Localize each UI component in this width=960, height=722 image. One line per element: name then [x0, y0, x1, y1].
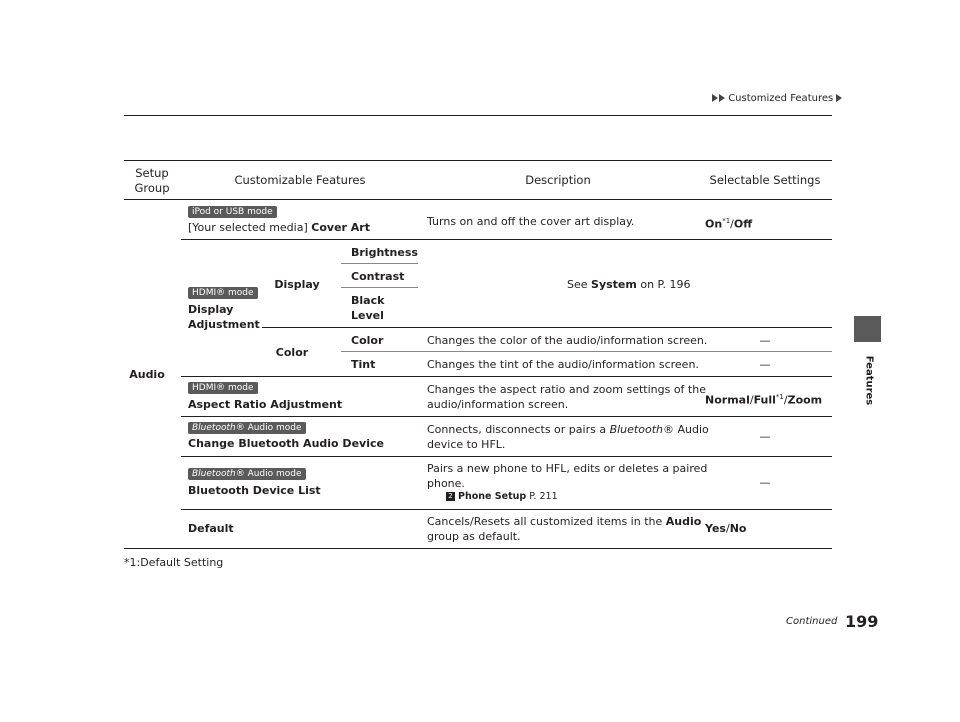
default-desc-pre: Cancels/Resets all customized items in the [427, 515, 663, 528]
sub-row-rule [341, 351, 832, 352]
default-marker: *1 [775, 393, 784, 401]
footnote: *1:Default Setting [124, 556, 224, 569]
table-bottom-rule [124, 548, 832, 549]
cover-art-prefix: [Your selected media] [188, 221, 308, 234]
bt-list-setting: — [759, 476, 771, 489]
xref-arrow-icon: 2 [446, 492, 455, 501]
brightness-label: Brightness [351, 246, 418, 259]
row-rule [181, 376, 832, 377]
default-desc-bold: Audio [665, 515, 702, 528]
default-description [427, 514, 701, 544]
setting-separator: / [783, 393, 788, 407]
hdmi-mode-badge: HDMI® mode [188, 382, 258, 394]
header-setup-line1: Setup [135, 166, 169, 180]
tint-item-label: Tint [351, 358, 376, 371]
display-adjustment-line1: Display [188, 303, 234, 316]
row-rule [181, 509, 832, 510]
breadcrumb-arrow-icon [836, 94, 842, 102]
bt-list-desc-line2: phone. [427, 477, 465, 490]
change-bt-description [427, 422, 709, 452]
display-label: Display [274, 278, 320, 291]
default-feature: Default [188, 522, 234, 535]
breadcrumb-arrow-icon [719, 94, 725, 102]
change-bt-feature: Change Bluetooth Audio Device [188, 437, 384, 450]
phone-setup-xref[interactable] [446, 491, 558, 502]
breadcrumb[interactable] [712, 93, 842, 104]
cover-art-settings [705, 214, 752, 232]
header-features: Customizable Features [234, 173, 366, 187]
setting-off: Off [733, 217, 753, 231]
bluetooth-audio-mode-badge [188, 468, 306, 480]
badge-bluetooth-word: Bluetooth [192, 423, 236, 433]
setting-on: On [705, 217, 723, 231]
display-adjustment-line2: Adjustment [188, 318, 260, 331]
xref-page: P. 211 [529, 491, 558, 502]
default-marker: *1 [722, 217, 731, 225]
bluetooth-audio-mode-badge [188, 422, 306, 434]
change-bt-setting: — [759, 430, 771, 443]
change-bt-desc-line2: device to HFL. [427, 438, 506, 451]
xref-phone-setup: Phone Setup [458, 491, 527, 502]
sub-row-rule [341, 287, 418, 288]
continued-label: Continued [786, 616, 838, 627]
setting-yes: Yes [705, 522, 726, 535]
setting-zoom: Zoom [787, 393, 823, 407]
breadcrumb-label: Customized Features [728, 93, 834, 104]
bt-list-desc-line1: Pairs a new phone to HFL, edits or deletes a paired [427, 462, 708, 475]
see-system-link: System [591, 278, 637, 291]
aspect-ratio-description [427, 382, 706, 412]
bt-list-feature: Bluetooth Device List [188, 484, 321, 497]
color-item-label: Color [351, 334, 384, 347]
row-rule [181, 456, 832, 457]
change-bt-desc-italic: Bluetooth [609, 423, 663, 436]
display-adjustment-label [188, 302, 260, 332]
see-prefix: See [567, 278, 588, 291]
default-settings [705, 521, 746, 536]
badge-mode-word: ® Audio mode [235, 423, 302, 433]
see-page: on P. 196 [640, 278, 691, 291]
default-desc-line2: group as default. [427, 530, 521, 543]
row-rule [181, 416, 832, 417]
side-tab[interactable] [854, 316, 881, 342]
header-description: Description [525, 173, 591, 187]
sub-row-rule [341, 263, 418, 264]
ipod-usb-mode-badge: iPod or USB mode [188, 206, 277, 218]
badge-bluetooth-word: Bluetooth [192, 469, 236, 479]
color-setting: — [759, 334, 771, 347]
black-level-label [351, 293, 384, 323]
color-description: Changes the color of the audio/information screen. [427, 334, 708, 347]
aspect-ratio-desc-line1: Changes the aspect ratio and zoom settings of the [427, 383, 706, 396]
breadcrumb-arrow-icon [712, 94, 718, 102]
setting-normal: Normal [705, 393, 750, 407]
table-top-rule [124, 160, 832, 161]
setting-no: No [729, 522, 747, 535]
setting-separator: / [749, 393, 754, 407]
setting-separator: / [730, 217, 734, 231]
cover-art-feature [188, 220, 370, 235]
aspect-ratio-settings [705, 390, 822, 408]
tint-setting: — [759, 358, 771, 371]
setting-full: Full [753, 393, 776, 407]
aspect-ratio-desc-line2: audio/information screen. [427, 398, 569, 411]
aspect-ratio-feature: Aspect Ratio Adjustment [188, 398, 343, 411]
change-bt-desc-post: ® Audio [662, 423, 709, 436]
header-setup-group [124, 166, 180, 196]
hdmi-mode-badge: HDMI® mode [188, 287, 258, 299]
change-bt-desc-pre: Connects, disconnects or pairs a [427, 423, 607, 436]
setting-separator: / [725, 522, 730, 535]
group-label-audio: Audio [129, 368, 165, 381]
row-rule [181, 239, 832, 240]
header-settings: Selectable Settings [709, 173, 821, 187]
header-setup-line2: Group [134, 181, 170, 195]
see-system-reference[interactable] [567, 277, 690, 292]
cover-art-label: Cover Art [311, 221, 370, 234]
black-level-line2: Level [351, 309, 384, 322]
bt-list-description [427, 461, 707, 491]
page-number: 199 [845, 612, 879, 631]
color-group-label: Color [275, 346, 309, 359]
header-rule [124, 115, 832, 116]
table-header-rule [124, 199, 832, 200]
cover-art-description: Turns on and off the cover art display. [427, 215, 635, 228]
row-rule [262, 327, 832, 328]
side-tab-label: Features [863, 355, 875, 406]
black-level-line1: Black [351, 294, 385, 307]
tint-description: Changes the tint of the audio/information screen. [427, 358, 699, 371]
contrast-label: Contrast [351, 270, 405, 283]
badge-mode-word: ® Audio mode [235, 469, 302, 479]
